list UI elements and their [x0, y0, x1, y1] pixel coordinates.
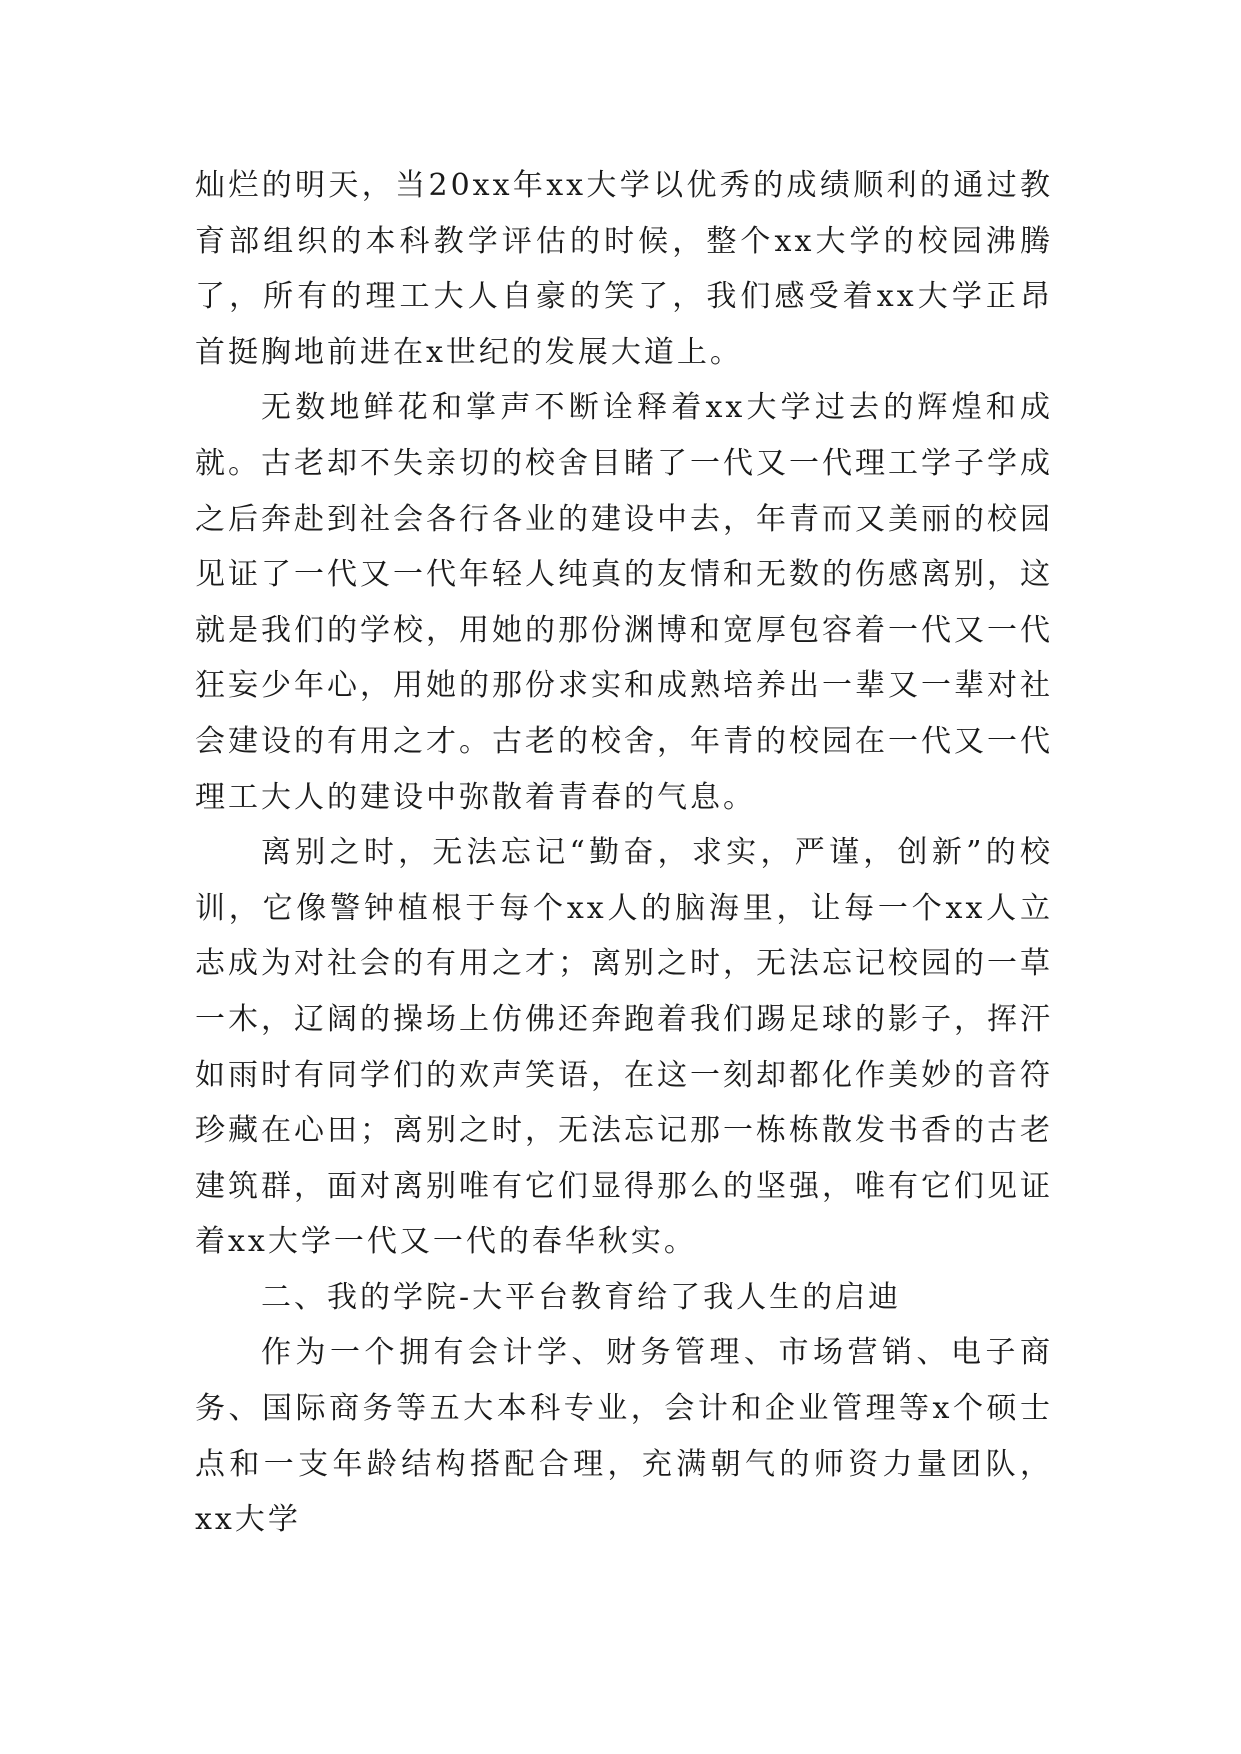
paragraph-3: 离别之时，无法忘记“勤奋，求实，严谨，创新”的校训，它像警钟植根于每个xx人的脑海里，让每一个xx人立志成为对社会的有用之才；离别之时，无法忘记校园的一草一木，辽阔的操场上仿佛还奔跑着我们踢足球的影子，挥汗如雨时有同学们的欢声笑语，在这一刻却都化作美妙的音符珍藏在心田；离别之时，无法忘记那一栋栋散发书香的古老建筑群，面对离别唯有它们显得那么的坚强，唯有它们见证着xx大学一代又一代的春华秋实。: [195, 835, 1053, 1260]
paragraph-2: 无数地鲜花和掌声不断诠释着xx大学过去的辉煌和成就。古老却不失亲切的校舍目睹了一代又一代理工学子学成之后奔赴到社会各行各业的建设中去，年青而又美丽的校园见证了一代又一代年轻人纯真的友情和无数的伤感离别，这就是我们的学校，用她的那份渊博和宽厚包容着一代又一代狂妄少年心，用她的那份求实和成熟培养出一辈又一辈对社会建设的有用之才。古老的校舍，年青的校园在一代又一代理工大人的建设中弥散着青春的气息。: [195, 390, 1053, 815]
section-heading: 二、我的学院-大平台教育给了我人生的启迪: [261, 1279, 902, 1315]
paragraph-1: 灿烂的明天，当20xx年xx大学以优秀的成绩顺利的通过教育部组织的本科教学评估的时候，整个xx大学的校园沸腾了，所有的理工大人自豪的笑了，我们感受着xx大学正昂首挺胸地前进在x世纪的发展大道上。: [195, 168, 1053, 370]
document-body: [195, 158, 1053, 1548]
paragraph-4: 作为一个拥有会计学、财务管理、市场营销、电子商务、国际商务等五大本科专业，会计和企业管理等x个硕士点和一支年龄结构搭配合理，充满朝气的师资力量团队，xx大学: [195, 1335, 1053, 1538]
